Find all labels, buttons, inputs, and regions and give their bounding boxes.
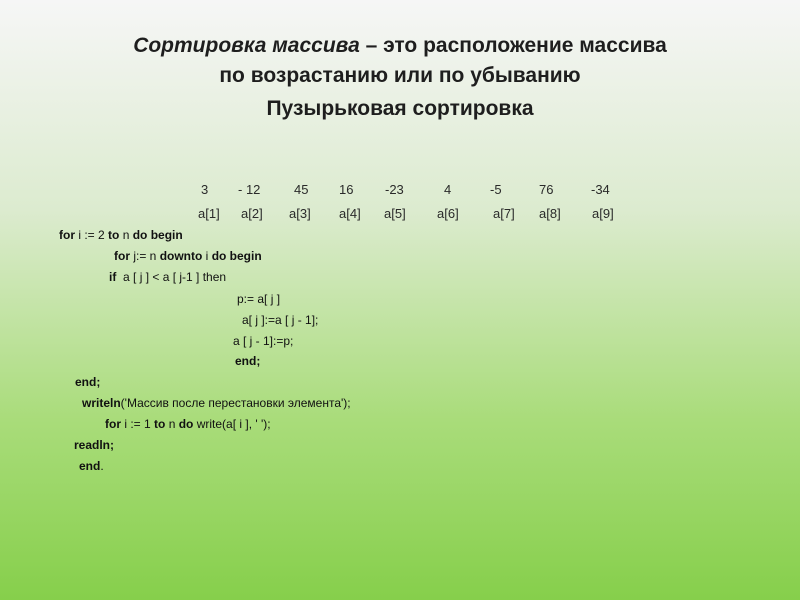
array-index: a[8] [539, 206, 561, 221]
code-line-end-program: end. [79, 459, 104, 473]
array-value: 76 [539, 182, 554, 197]
code-line-writeln: writeln('Массив после перестановки элемента'); [82, 396, 351, 410]
subtitle: Пузырьковая сортировка [266, 97, 534, 120]
array-value: 45 [294, 182, 309, 197]
array-value: -34 [591, 182, 610, 197]
array-index: a[1] [198, 206, 220, 221]
array-value: 4 [444, 182, 452, 197]
array-index: a[7] [493, 206, 515, 221]
array-value: -5 [490, 182, 502, 197]
code-line-assign-aj1: a [ j - 1]:=p; [233, 334, 294, 348]
array-value: - 12 [238, 182, 261, 197]
title-rest: – это расположение массива [359, 34, 667, 57]
code-line-inner-for: for j:= n downto i do begin [114, 249, 262, 263]
code-line-end-inner: end; [235, 354, 261, 368]
code-line-assign-aj: a[ j ]:=a [ j - 1]; [242, 313, 319, 327]
code-line-end-outer: end; [75, 375, 101, 389]
array-index: a[9] [592, 206, 614, 221]
array-value: 16 [339, 182, 354, 197]
array-index: a[2] [241, 206, 263, 221]
code-line-outer-for: for i := 2 to n do begin [59, 228, 183, 242]
array-value: -23 [385, 182, 404, 197]
array-index: a[6] [437, 206, 459, 221]
array-index: a[3] [289, 206, 311, 221]
title-line-1 [0, 31, 800, 61]
title-line-2: по возрастанию или по убыванию [219, 64, 581, 87]
array-index: a[4] [339, 206, 361, 221]
array-value: 3 [201, 182, 209, 197]
title-lead: Сортировка массива [133, 34, 360, 57]
code-line-for-write: for i := 1 to n do write(a[ i ], ' '); [105, 417, 271, 431]
code-line-readln: readln; [74, 438, 115, 452]
code-line-if: if a [ j ] < a [ j-1 ] then [109, 270, 227, 284]
array-index: a[5] [384, 206, 406, 221]
code-line-assign-p: p:= a[ j ] [237, 292, 281, 306]
